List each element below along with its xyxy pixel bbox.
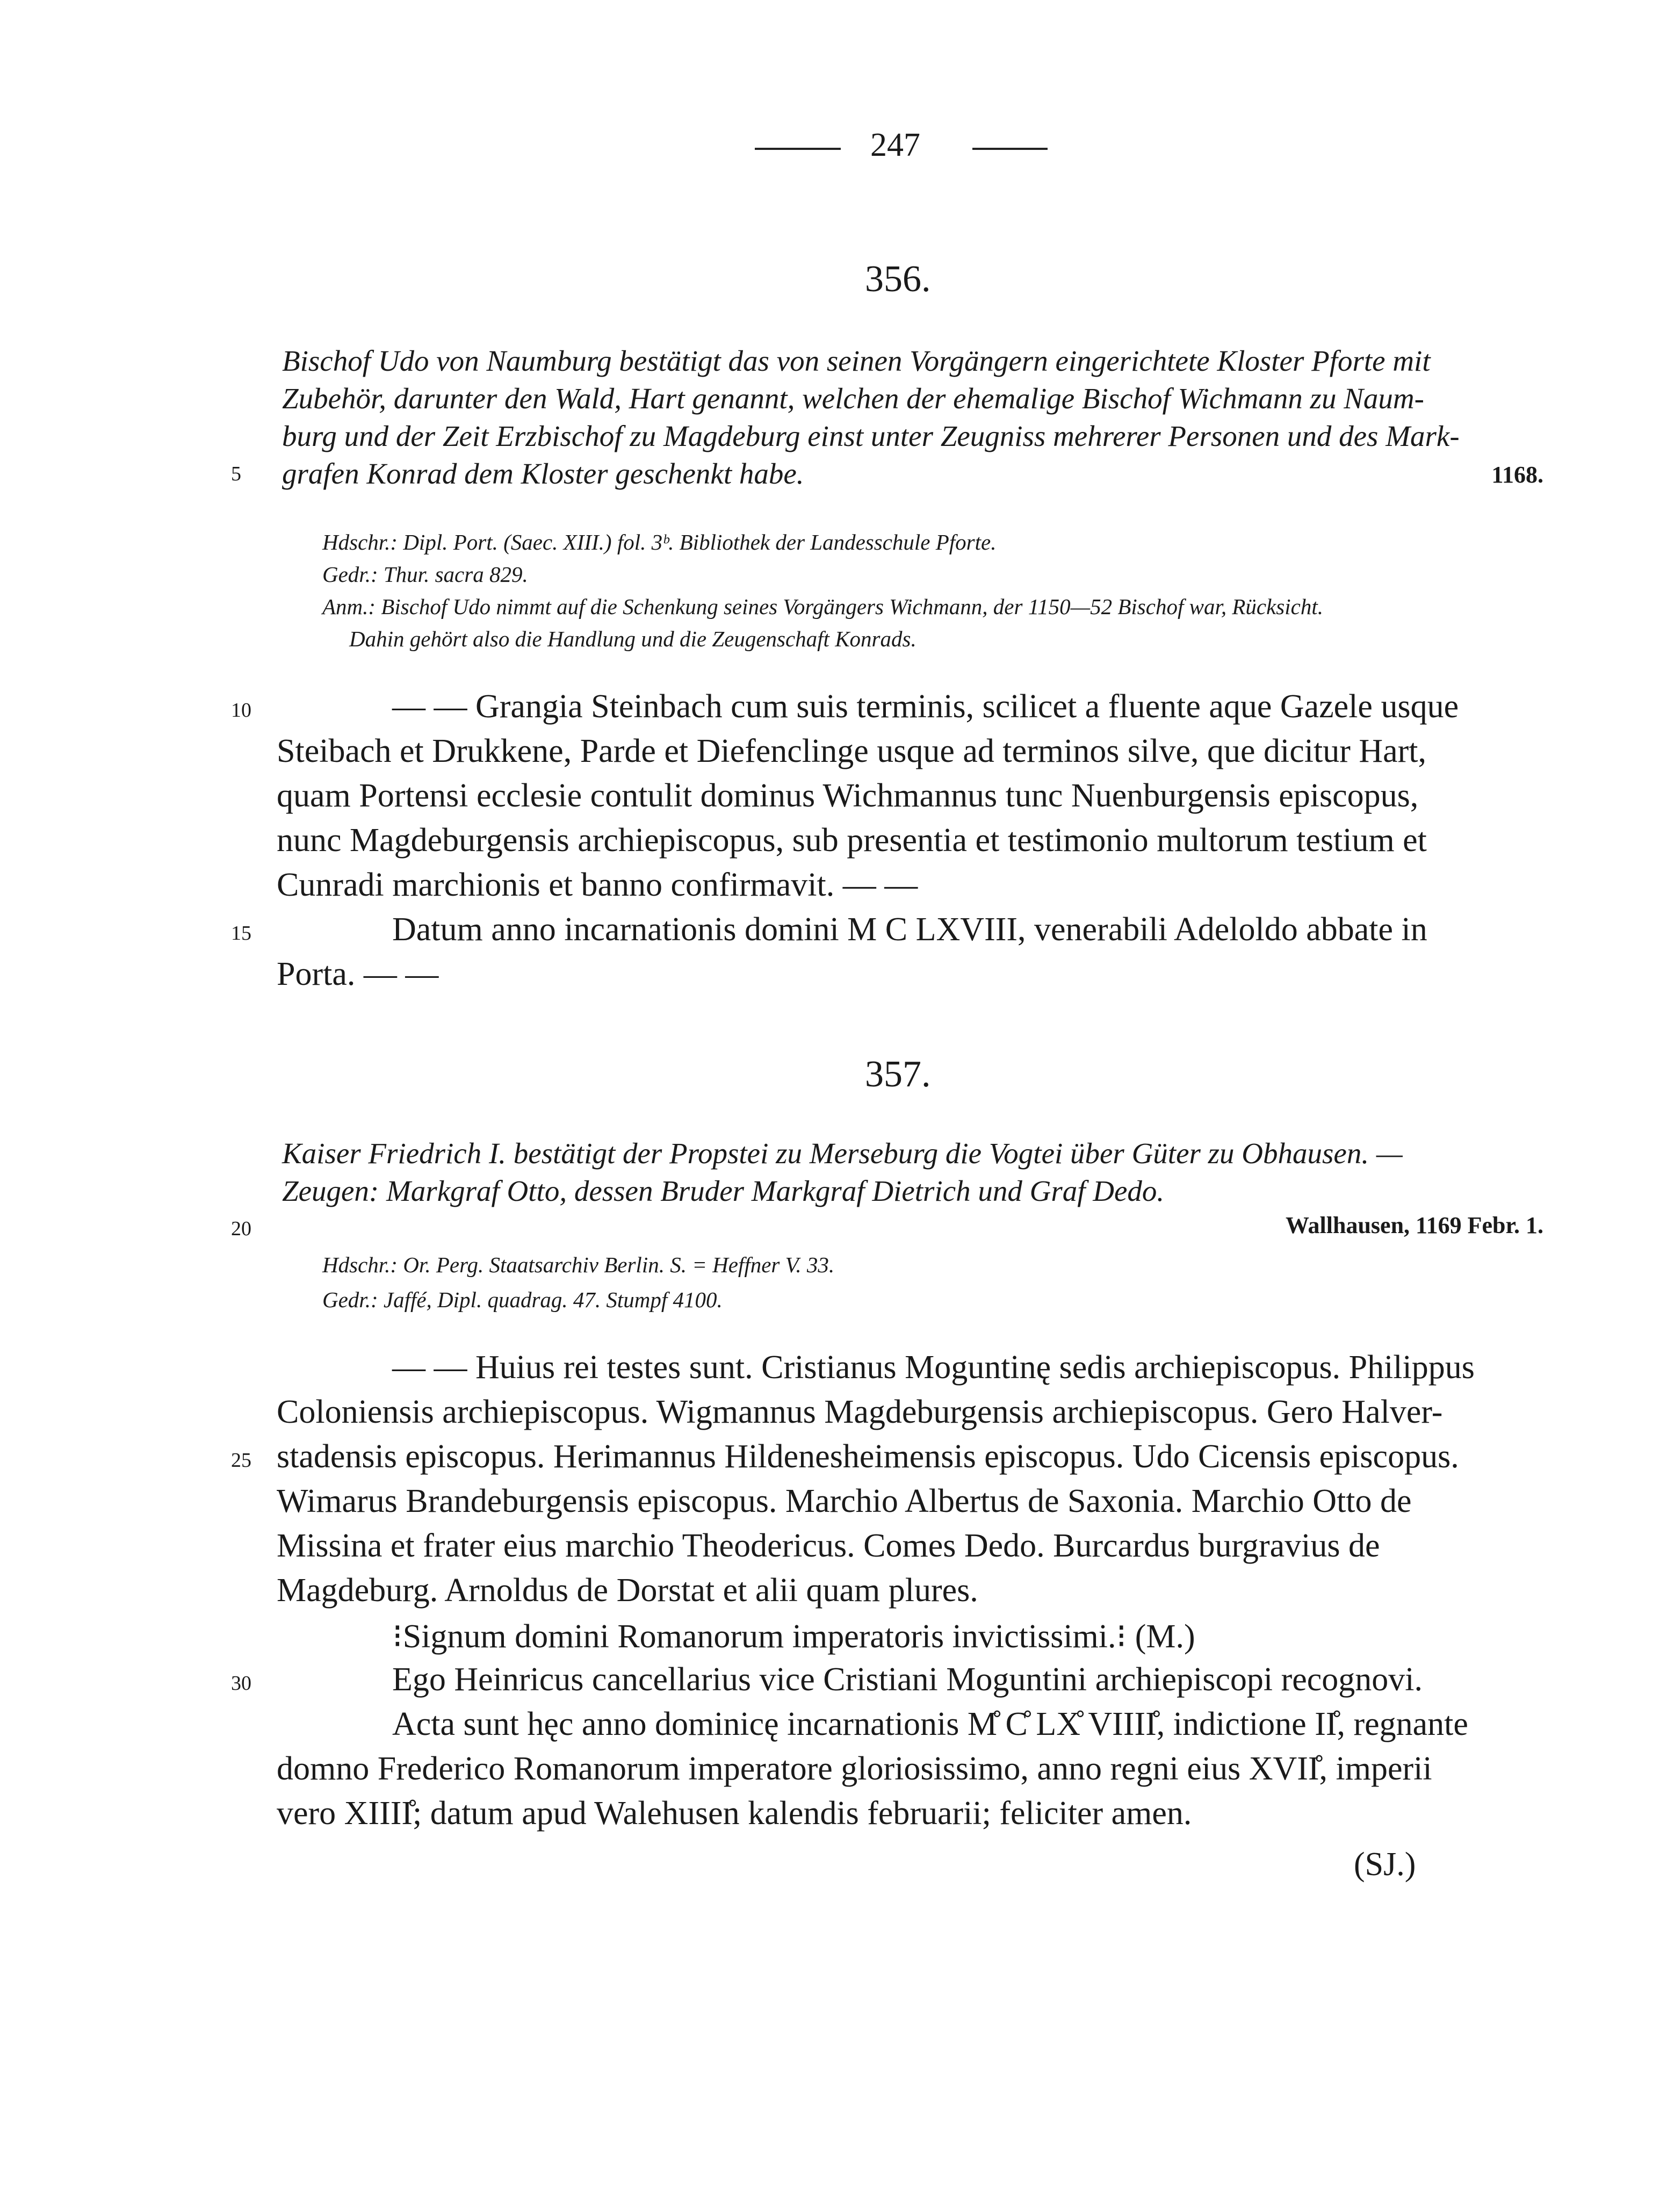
doc357-text-line: Coloniensis archiepiscopus. Wigmannus Magdeburgensis archiepiscopus. Gero Halver-	[277, 1394, 1443, 1430]
line-number: 25	[231, 1449, 251, 1472]
doc356-note: Gedr.: Thur. sacra 829.	[322, 562, 528, 587]
doc356-text-line: quam Portensi ecclesie contulit dominus Wichmannus tunc Nuenburgensis episcopus,	[277, 777, 1419, 814]
header-rule-right	[972, 148, 1048, 150]
doc356-note: Dahin gehört also die Handlung und die Zeugenschaft Konrads.	[349, 626, 917, 651]
doc356-summary-line: grafen Konrad dem Kloster geschenkt habe.	[282, 457, 804, 490]
doc357-editor-initials: (SJ.)	[1354, 1846, 1416, 1883]
line-number: 20	[231, 1217, 251, 1240]
line-number: 10	[231, 699, 251, 722]
doc357-text-line: Missina et frater eius marchio Theodericus. Comes Dedo. Burcardus burgravius de	[277, 1527, 1380, 1564]
doc356-text-line: nunc Magdeburgensis archiepiscopus, sub presentia et testimonio multorum testium et	[277, 822, 1427, 859]
doc357-text-line: vero XIIII̊; datum apud Walehusen kalendis februarii; feliciter amen.	[277, 1795, 1192, 1832]
doc356-text-line: Datum anno incarnationis domini M C LXVIII, venerabili Adeloldo abbate in	[392, 911, 1427, 948]
doc356-date: 1168.	[1491, 462, 1543, 488]
line-number: 30	[231, 1672, 251, 1695]
doc357-note: Gedr.: Jaffé, Dipl. quadrag. 47. Stumpf 4100.	[322, 1287, 723, 1312]
doc357-text-line: — — Huius rei testes sunt. Cristianus Moguntinę sedis archiepiscopus. Philippus	[392, 1349, 1475, 1386]
line-number: 15	[231, 922, 251, 945]
doc356-text-line: Steibach et Drukkene, Parde et Diefenclinge usque ad terminos silve, que dicitur Hart,	[277, 733, 1427, 769]
doc357-number: 357.	[865, 1054, 931, 1095]
header-rule-left	[755, 148, 841, 150]
doc357-note: Hdschr.: Or. Perg. Staatsarchiv Berlin. S. = Heffner V. 33.	[322, 1252, 835, 1277]
doc356-text-line: — — Grangia Steinbach cum suis terminis, scilicet a fluente aque Gazele usque	[392, 688, 1459, 725]
doc356-note: Hdschr.: Dipl. Port. (Saec. XIII.) fol. 3ᵇ. Bibliothek der Landesschule Pforte.	[322, 530, 997, 554]
doc357-recognition-line: Ego Heinricus cancellarius vice Cristiani Moguntini archiepiscopi recognovi.	[392, 1661, 1423, 1698]
doc357-signum-line: ⁝Signum domini Romanorum imperatoris invictissimi.⁝ (M.)	[392, 1618, 1195, 1655]
doc356-text-line: Porta. — —	[277, 956, 439, 992]
doc357-summary-line: Kaiser Friedrich I. bestätigt der Propstei zu Merseburg die Vogtei über Güter zu Obhausen. —	[282, 1137, 1403, 1170]
doc356-note: Anm.: Bischof Udo nimmt auf die Schenkung seines Vorgängers Wichmann, der 1150—52 Bischof war, Rücksicht.	[322, 594, 1323, 619]
line-number: 5	[231, 463, 241, 485]
doc356-summary-line: burg und der Zeit Erzbischof zu Magdeburg einst unter Zeugniss mehrerer Personen und des Mark-	[282, 420, 1460, 452]
doc357-text-line: Magdeburg. Arnoldus de Dorstat et alii quam plures.	[277, 1572, 978, 1609]
doc356-summary-line: Zubehör, darunter den Wald, Hart genannt, welchen der ehemalige Bischof Wichmann zu Naum-	[282, 382, 1424, 415]
doc357-text-line: Acta sunt hęc anno dominicę incarnationis M̊ C̊ LX̊ VIIII̊, indictione II̊, regnante	[392, 1706, 1468, 1742]
doc357-summary-line: Zeugen: Markgraf Otto, dessen Bruder Markgraf Dietrich und Graf Dedo.	[282, 1175, 1165, 1207]
page-number: 247	[870, 127, 920, 163]
doc356-text-line: Cunradi marchionis et banno confirmavit. — —	[277, 867, 918, 903]
doc356-summary-line: Bischof Udo von Naumburg bestätigt das von seinen Vorgängern eingerichtete Kloster Pforte mit	[282, 344, 1431, 377]
doc357-date: Wallhausen, 1169 Febr. 1.	[1285, 1212, 1543, 1238]
doc357-text-line: Wimarus Brandeburgensis episcopus. Marchio Albertus de Saxonia. Marchio Otto de	[277, 1483, 1412, 1519]
doc357-text-line: stadensis episcopus. Herimannus Hildenesheimensis episcopus. Udo Cicensis episcopus.	[277, 1438, 1459, 1475]
doc356-number: 356.	[865, 258, 931, 300]
doc357-text-line: domno Frederico Romanorum imperatore gloriosissimo, anno regni eius XVII̊, imperii	[277, 1750, 1432, 1787]
